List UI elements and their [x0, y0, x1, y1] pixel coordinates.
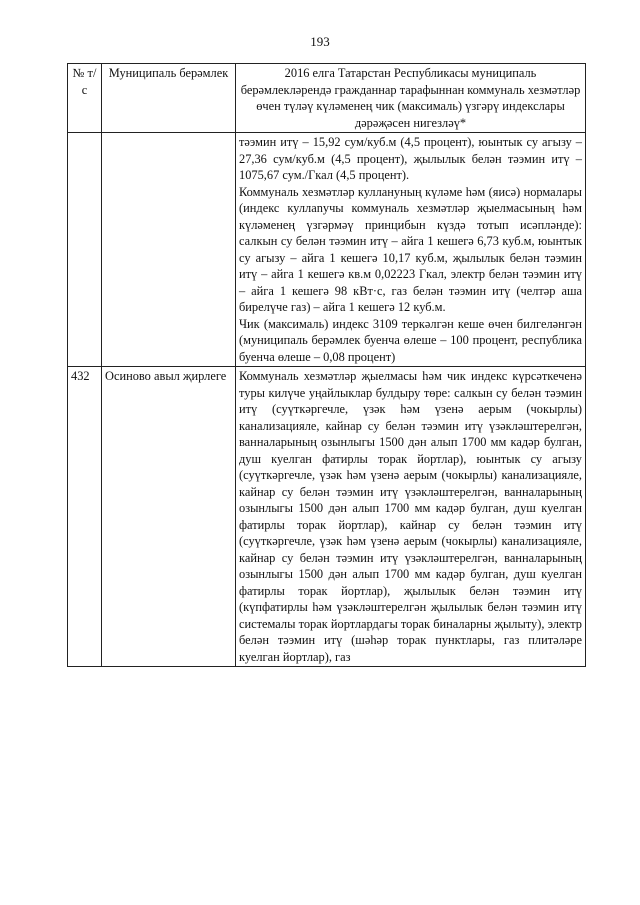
paragraph-tariffs: тәэмин итү – 15,92 сум/куб.м (4,5 процент), юынтык су агызу – 27,36 сум/куб.м (4,5 процент), җылылык белән тәэмин итү – 1075,67 сум./Гкал (4,5 процент).	[239, 135, 582, 182]
header-municipality: Муниципаль берәмлек	[102, 64, 236, 133]
header-num: № т/с	[68, 64, 102, 133]
cell-description-432: Коммуналь хезмәтләр җыелмасы һәм чик индекс күрсәткеченә туры килүче уңайлыклар булдыру төре: салкын су белән тәэмин итү (суүткәргечле, үзәк һәм үзенә аерым (чокырлы) канализацияле, кайнар су белән тәэмин итү үзәкләштерелгән, ванналарының озынлыгы 1500 дән алып 1700 мм кадәр булган, душ куелган фатирлы торак йортлар), юынтык су агызу (суүткәргечле, үзәк һәм үзенә аерым (чокырлы) канализацияле, кайнар су белән тәэмин итү үзәкләштерелгән, ванналарының озынлыгы 1500 дән алып 1700 мм кадәр булган, душ куелган фатирлы торак йортлар), кайнар су белән тәэмин итү (суүткәргечле, үзәк һәм үзенә аерым (чокырлы) канализацияле, кайнар су белән тәэмин итү үзәкләштерелгән, ванналарының озынлыгы 1500 дән алып 1700 мм кадәр булган, душ куелган фатирлы торак йортлар), җылылык белән тәэмин итү (күпфатирлы һәм үзәкләштерелгән җылылык белән тәэмин итү системалы торак йортлардагы торак биналарны җылыту), электр белән тәэмин итү (шәһәр торак пунктлары, газ плитәләре куелган йортлар), газ	[236, 367, 586, 667]
page-number: 193	[310, 34, 330, 49]
cell-municipality-432: Осиново авыл җирлеге	[102, 367, 236, 667]
cell-num-432: 432	[68, 367, 102, 667]
cell-description-continued	[236, 133, 586, 367]
paragraph-max-index: Чик (максималь) индекс 3109 теркәлгән кеше өчен билгеләнгән (муниципаль берәмлек буенча өлеше – 100 процент, республика буенча өлеше – 0,08 процент)	[239, 316, 582, 364]
table-header-row	[68, 64, 586, 133]
header-description: 2016 елга Татарстан Республикасы муниципаль берәмлекләрендә гражданнар тарафыннан коммуналь хезмәтләр өчен түләү күләменең чик (максималь) үзгәрү индекслары дәрәҗәсен нигезләү*	[236, 64, 586, 133]
table-row-continued	[68, 133, 586, 367]
cell-municipality-empty	[102, 133, 236, 367]
table-row-432	[68, 367, 586, 667]
paragraph-consumption-norms: Коммуналь хезмәтләр куллануның күләме һәм (яисә) нормалары (индекс куллanучы коммуналь хезмәтләр җыелмасының һәм күләменең үзгәрмәү принцибын күздә тотып исәпләнде): салкын су белән тәэмин итү – айга 1 кешегә 6,73 куб.м, юынтык су агызу – айга 1 кешегә 10,17 куб.м, җылылык белән тәэмин итү – айга 1 кешегә кв.м 0,02223 Гкал, электр белән тәэмин итү – айга 1 кешегә 98 кВт·с, газ белән тәэмин итү (челтәр аша бирелүче газ) – айга 1 кешегә 12 куб.м.	[239, 184, 582, 314]
cell-num-empty	[68, 133, 102, 367]
indices-table	[67, 63, 586, 667]
